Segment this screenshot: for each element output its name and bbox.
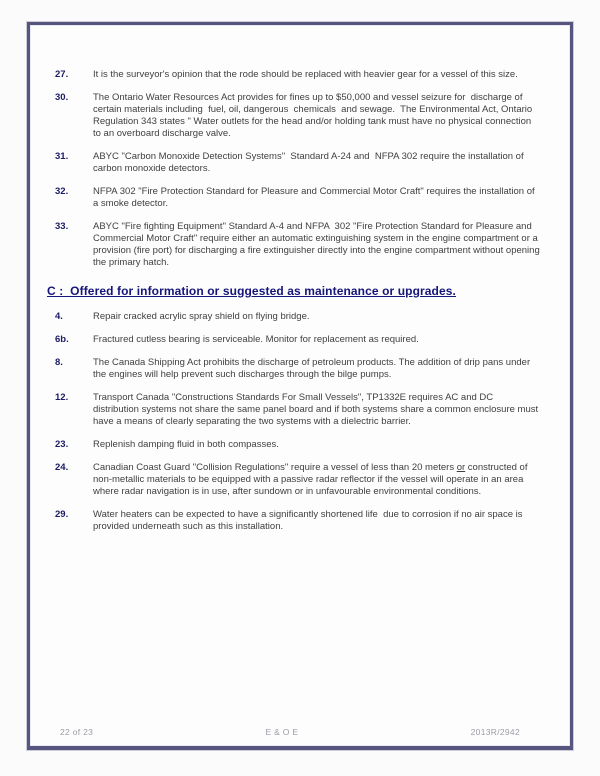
section-c-findings-list — [55, 311, 540, 533]
item-text: Canadian Coast Guard "Collision Regulations" require a vessel of less than 20 meters or constructed of non-metallic materials to be equipped with a passive radar reflector if the vessel will operate in an area where radar navigation is in use, after sundown or in unfavourable environmental conditions. — [93, 462, 531, 497]
item-number: 27. — [55, 69, 69, 80]
item-number: 31. — [55, 151, 69, 162]
item-number: 32. — [55, 186, 69, 197]
item-number: 4. — [55, 311, 63, 322]
list-item — [55, 509, 540, 533]
list-item — [55, 186, 540, 210]
list-item — [55, 439, 540, 451]
section-c-heading: C : Offered for information or suggested as maintenance or upgrades. — [47, 284, 456, 298]
item-number: 23. — [55, 439, 69, 450]
item-number: 12. — [55, 392, 69, 403]
list-item — [55, 69, 540, 81]
list-item — [55, 311, 540, 323]
item-text: ABYC "Fire fighting Equipment" Standard A-4 and NFPA 302 "Fire Protection Standard for Pleasure and Commercial Motor Craft" require either an automatic extinguishing system in the engine compartment or a provision (fire port) for discharging a fire extinguisher directly into the engine compartment without opening the primary hatch. — [93, 221, 543, 268]
document-page — [27, 22, 573, 750]
list-item — [55, 334, 540, 346]
page-content — [30, 25, 570, 533]
item-text: Repair cracked acrylic spray shield on flying bridge. — [93, 311, 310, 322]
item-text: Transport Canada "Constructions Standards For Small Vessels", TP1332E requires AC and DC distribution systems not share the same panel board and if both systems share a common enclosure must have a means of clearly separating the two systems with a dielectric barrier. — [93, 392, 541, 427]
list-item — [55, 151, 540, 175]
item-number: 33. — [55, 221, 69, 232]
footer-page-number: 22 of 23 — [60, 727, 94, 737]
item-text: NFPA 302 "Fire Protection Standard for Pleasure and Commercial Motor Craft" requires the installation of a smoke detector. — [93, 186, 538, 209]
list-item — [55, 392, 540, 428]
item-text: It is the surveyor's opinion that the rode should be replaced with heavier gear for a vessel of this size. — [93, 69, 518, 80]
item-text: Replenish damping fluid in both compasses. — [93, 439, 279, 450]
item-number: 30. — [55, 92, 69, 103]
item-number: 8. — [55, 357, 63, 368]
footer-eoe: E & O E — [265, 727, 299, 737]
item-number: 24. — [55, 462, 69, 473]
list-item — [55, 221, 543, 269]
list-item — [55, 92, 540, 140]
item-text: The Canada Shipping Act prohibits the discharge of petroleum products. The addition of drip pans under the engines will help prevent such discharges through the bilge pumps. — [93, 357, 533, 380]
item-number: 29. — [55, 509, 69, 520]
item-text: The Ontario Water Resources Act provides for fines up to $50,000 and vessel seizure for discharge of certain materials including fuel, oil, dangerous chemicals and sewage. The Environmental Act, Ontario Regulation 343 states " Water outlets for the head and/or holding tank must have no physical connection to an overboard discharge valve. — [93, 92, 535, 139]
list-item — [55, 462, 540, 498]
item-text: Fractured cutless bearing is serviceable. Monitor for replacement as required. — [93, 334, 419, 345]
footer-file-reference: 2013R/2942 — [470, 727, 520, 737]
page-footer — [30, 727, 570, 737]
section-b-findings-list — [55, 69, 543, 269]
item-text: ABYC "Carbon Monoxide Detection Systems" Standard A-24 and NFPA 302 require the installation of carbon monoxide detectors. — [93, 151, 527, 174]
list-item — [55, 357, 540, 381]
item-number: 6b. — [55, 334, 69, 345]
item-text: Water heaters can be expected to have a significantly shortened life due to corrosion if no air space is provided underneath such as this installation. — [93, 509, 526, 532]
